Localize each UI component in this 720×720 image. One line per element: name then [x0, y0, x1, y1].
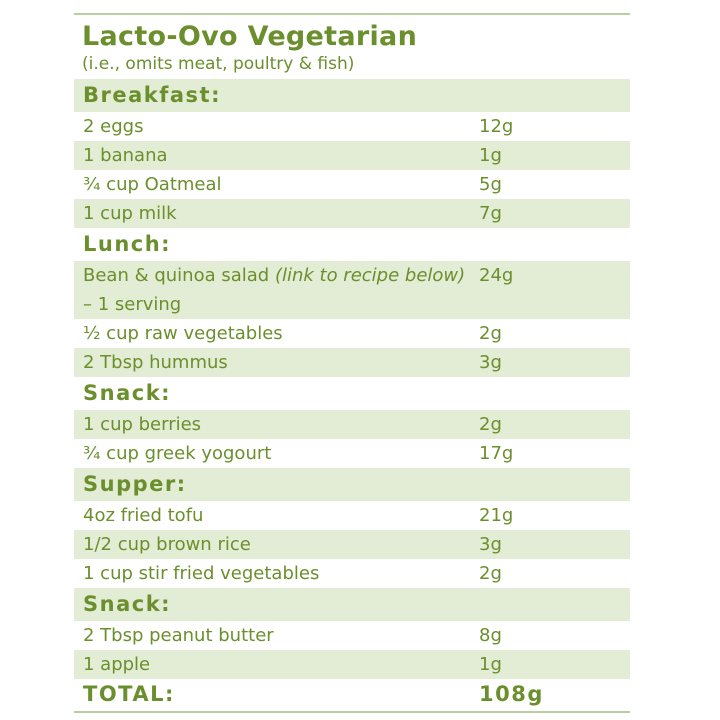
protein-amount: 24g — [479, 265, 514, 286]
total-row — [74, 679, 630, 709]
section-heading-label: Snack: — [83, 592, 172, 616]
table-row — [74, 348, 630, 377]
food-name: 1 cup milk — [83, 203, 177, 224]
protein-amount: 2g — [479, 563, 502, 584]
food-name: ¾ cup greek yogourt — [83, 443, 272, 464]
food-name-end: – 1 serving — [83, 294, 182, 315]
table-row — [74, 141, 630, 170]
protein-amount: 12g — [479, 116, 514, 137]
food-name: ¾ cup Oatmeal — [83, 174, 222, 195]
table-row — [74, 170, 630, 199]
protein-amount: 3g — [479, 352, 502, 373]
section-heading-label: Supper: — [83, 472, 187, 496]
table-row — [74, 261, 630, 319]
table-row — [74, 621, 630, 650]
total-label: TOTAL: — [83, 681, 175, 706]
food-name: ½ cup raw vegetables — [83, 323, 283, 344]
table-row — [74, 410, 630, 439]
food-name: 1 banana — [83, 145, 168, 166]
protein-amount: 3g — [479, 534, 502, 555]
food-name — [74, 261, 473, 319]
plan-title: Lacto-Ovo Vegetarian — [82, 21, 418, 52]
section-heading-supper — [74, 468, 630, 501]
protein-amount: 17g — [479, 443, 514, 464]
food-name: 1 apple — [83, 654, 151, 675]
food-name: 1/2 cup brown rice — [83, 534, 251, 555]
section-heading-label: Snack: — [83, 381, 172, 405]
food-name-start: Bean & quinoa salad — [83, 265, 275, 286]
table-row — [74, 439, 630, 468]
food-name: 1 cup stir fried vegetables — [83, 563, 320, 584]
section-heading-lunch — [74, 228, 630, 261]
table-row — [74, 530, 630, 559]
table-row — [74, 559, 630, 588]
food-name: 2 Tbsp peanut butter — [83, 625, 274, 646]
food-name: 1 cup berries — [83, 414, 202, 435]
table-row — [74, 319, 630, 348]
protein-meal-plan-table — [74, 13, 630, 713]
protein-amount: 21g — [479, 505, 514, 526]
section-heading-breakfast — [74, 79, 630, 112]
protein-amount: 7g — [479, 203, 502, 224]
section-heading-label: Lunch: — [83, 232, 172, 256]
table-row — [74, 199, 630, 228]
food-name: 2 Tbsp hummus — [83, 352, 228, 373]
food-name: 4oz fried tofu — [83, 505, 204, 526]
protein-amount: 8g — [479, 625, 502, 646]
section-heading-snack — [74, 377, 630, 410]
protein-amount: 2g — [479, 323, 502, 344]
food-name: 2 eggs — [83, 116, 144, 137]
section-heading-label: Breakfast: — [83, 83, 221, 107]
protein-amount: 2g — [479, 414, 502, 435]
table-row — [74, 112, 630, 141]
protein-amount: 5g — [479, 174, 502, 195]
bottom-rule — [74, 711, 630, 713]
plan-subtitle: (i.e., omits meat, poultry & fish) — [82, 54, 355, 74]
protein-amount: 1g — [479, 654, 502, 675]
table-row — [74, 501, 630, 530]
recipe-link-note: (link to recipe below) — [274, 265, 466, 286]
table-row — [74, 650, 630, 679]
total-amount: 108g — [479, 681, 544, 706]
section-heading-snack — [74, 588, 630, 621]
protein-amount: 1g — [479, 145, 502, 166]
